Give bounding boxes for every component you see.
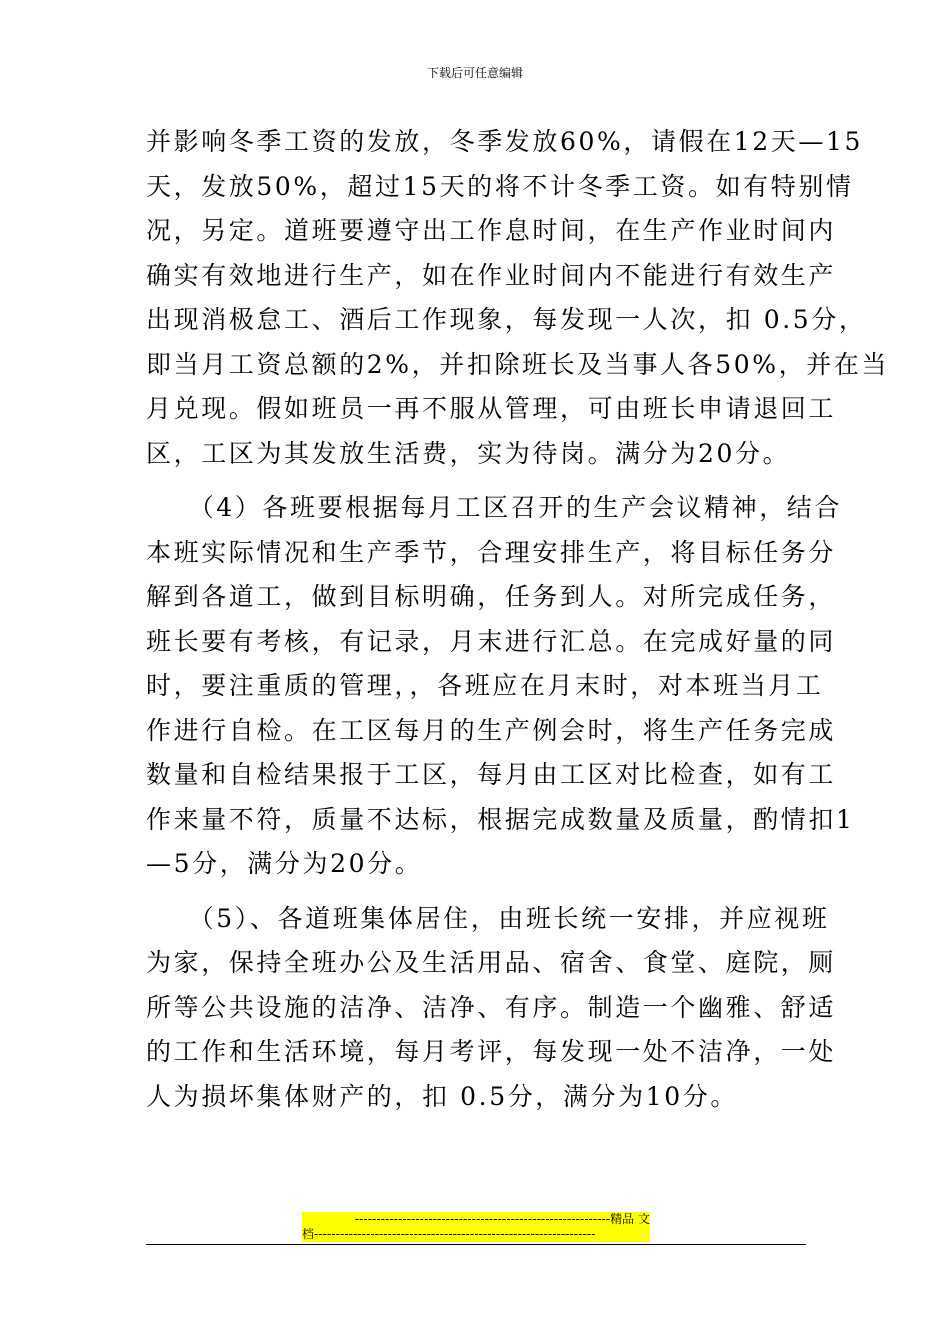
text-line: 况，另定。道班要遵守出工作息时间，在生产作业时间内 [146, 216, 837, 245]
header-note: 下载后可任意编辑 [426, 66, 523, 80]
text-line: 为家，保持全班办公及生活用品、宿舍、食堂、庭院，厕 [146, 948, 837, 977]
text-line: （5）、各道班集体居住，由班长统一安排，并应视班 [146, 903, 830, 933]
text-line: 出现消极怠工、酒后工作现象，每发现一人次，扣 0.5分， [146, 305, 867, 334]
text-line: 作来量不符，质量不达标，根据完成数量及质量，酌情扣1 [146, 804, 855, 834]
footer-watermark [302, 1212, 650, 1242]
document-body [146, 120, 890, 1119]
text-line: 天，发放50%，超过15天的将不计冬季工资。如有特别情 [146, 171, 854, 201]
text-line: 作进行自检。在工区每月的生产例会时，将生产任务完成 [146, 715, 837, 745]
text-line: 班长要有考核，有记录，月末进行汇总。在完成好量的同 [146, 626, 837, 656]
footer-line: 档----------------------------------------------------------------- [302, 1227, 596, 1241]
text-line: （4）各班要根据每月工区召开的生产会议精神，结合 [146, 493, 843, 522]
text-line: 人为损坏集体财产的，扣 0.5分，满分为10分。 [146, 1081, 738, 1111]
text-line: 数量和自检结果报于工区，每月由工区对比检查，如有工 [146, 760, 837, 789]
text-line: 区，工区为其发放生活费，实为待岗。满分为20分。 [146, 438, 791, 468]
text-line: 本班实际情况和生产季节，合理安排生产，将目标任务分 [146, 537, 837, 567]
paragraph-gap [146, 476, 810, 486]
paragraph [146, 486, 855, 887]
paragraph [146, 120, 890, 476]
text-line: 时，要注重质的管理，，各班应在月末时，对本班当月工 [146, 671, 824, 700]
text-line: 即当月工资总额的2%，并扣除班长及当事人各50%，并在当 [146, 349, 890, 379]
text-line: 并影响冬季工资的发放，冬季发放60%，请假在12天—15 [146, 127, 863, 156]
paragraph [146, 897, 837, 1120]
text-line: 所等公共设施的洁净、洁净、有序。制造一个幽雅、舒适 [146, 992, 837, 1022]
footer-line: -----------------------------------------------------------精品 文 [354, 1212, 650, 1226]
paragraph-gap [146, 887, 810, 897]
footer-divider [146, 1244, 806, 1245]
text-line: —5分，满分为20分。 [146, 849, 423, 878]
text-line: 的工作和生活环境，每月考评，每发现一处不洁净，一处 [146, 1037, 837, 1066]
text-line: 确实有效地进行生产，如在作业时间内不能进行有效生产 [146, 260, 837, 290]
text-line: 月兑现。假如班员一再不服从管理，可由班长申请退回工 [146, 394, 837, 423]
text-line: 解到各道工，做到目标明确，任务到人。对所完成任务， [146, 582, 837, 611]
